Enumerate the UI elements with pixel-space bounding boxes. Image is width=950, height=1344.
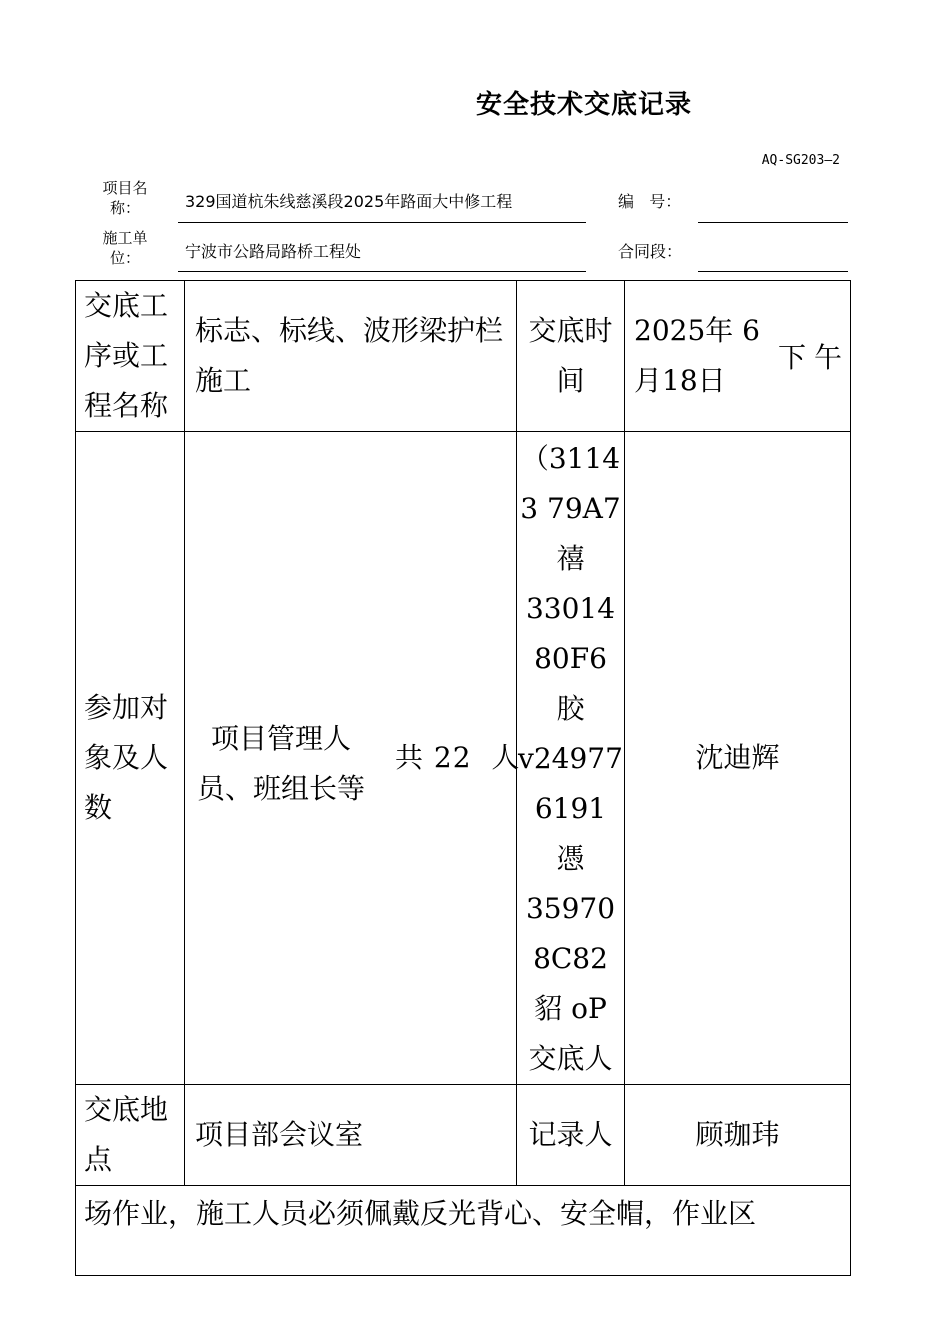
participants-count: 共 22 人 [395,741,521,774]
table-row [76,1085,851,1186]
mixed-text-line: 8C82 [533,942,608,975]
mixed-text-line: 80F6 [534,642,607,675]
mixed-text-cell [517,432,625,1085]
participants-value: 项目管理人员、班组长等 [197,722,366,805]
discloser-name: 沈迪辉 [625,432,851,1085]
mixed-text-line: 6191 [534,792,607,825]
time-label: 交底时间 [517,281,625,432]
table-row [76,1186,851,1276]
unit-label: 施工单位： [102,229,148,267]
mixed-text-line: v24977 [518,742,623,775]
mixed-text-line: 憑 [556,842,585,875]
table-row [76,432,851,1085]
time-value: 2025年 6月18日 [634,314,760,397]
disclosure-table [75,280,851,1276]
recorder-name: 顾珈玮 [625,1085,851,1186]
time-suffix: 下午 [777,341,850,374]
project-underline [178,222,586,223]
process-value: 标志、标线、波形梁护栏施工 [185,281,517,432]
number-label: 编 号： [618,192,682,211]
location-label: 交底地点 [76,1085,185,1186]
contract-label: 合同段： [618,242,683,261]
mixed-text-line: 禧 [556,542,585,575]
mixed-text-line: 胶 [556,692,585,725]
participants-cell [185,432,521,1085]
participants-label: 参加对象及人数 [76,432,185,1085]
mixed-text-line: 35970 [525,892,616,925]
number-underline [698,222,848,223]
unit-value: 宁波市公路局路桥工程处 [185,242,362,261]
mixed-text-line: 貂 oP [534,992,607,1025]
contract-underline [698,271,848,272]
project-label: 项目名称： [102,179,148,217]
mixed-text-line: （3114 [520,442,621,475]
project-value: 329国道杭朱线慈溪段2025年路面大中修工程 [185,192,513,211]
process-label: 交底工序或工程名称 [76,281,185,432]
mixed-text-line: 3 79A7 [520,492,621,525]
mixed-text-line: 33014 [525,592,616,625]
content-text: 场作业，施工人员必须佩戴反光背心、安全帽，作业区 [76,1186,851,1276]
unit-underline [178,271,586,272]
doc-code: AQ-SG203—2 [761,153,840,168]
time-cell [625,281,851,432]
mixed-text-line: 交底人 [528,1042,613,1075]
table-row [76,281,851,432]
doc-title: 安全技术交底记录 [475,90,692,120]
recorder-label: 记录人 [517,1085,625,1186]
location-value: 项目部会议室 [185,1085,517,1186]
